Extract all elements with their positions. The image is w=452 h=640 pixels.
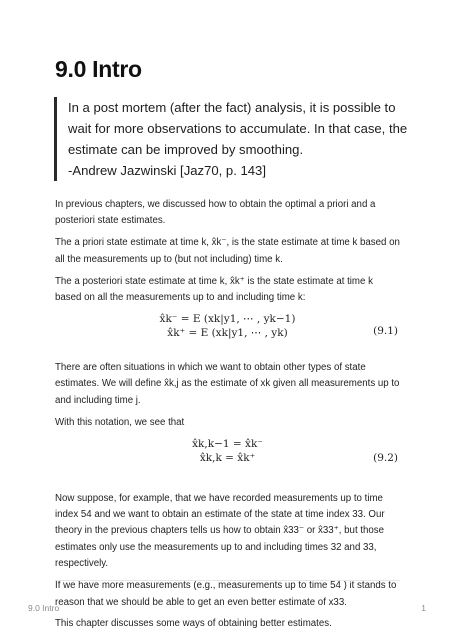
- paragraph-4: There are often situations in which we want to obtain other types of state estimates. We will define x̂k,j as the estimate of xk given all measurements up to and including time j.: [55, 361, 400, 406]
- equation-9-2-line-2: x̂k,k = x̂k⁺: [199, 452, 256, 465]
- equation-number-9-2: (9.2): [373, 451, 398, 464]
- equation-9-1: [55, 312, 400, 352]
- paragraph-7: If we have more measurements (e.g., measurements up to time 54 ) it stands to reason that we should be able to get an even better estimate of x33.: [55, 580, 397, 608]
- quote-line-1: In a post mortem (after the fact) analysis, it is possible to: [68, 100, 396, 115]
- equation-9-1-line-2: x̂k⁺ = E (xk|y1, ⋯ , yk): [167, 327, 288, 340]
- footer-divider: [55, 580, 400, 581]
- body-text: [55, 197, 400, 638]
- quote-line-2: wait for more observations to accumulate. In that case, the: [68, 121, 408, 136]
- quote-line-3: estimate can be improved by smoothing.: [68, 142, 304, 157]
- equation-number-9-1: (9.1): [373, 324, 398, 337]
- equation-9-1-line-1: x̂k⁻ = E (xk|y1, ⋯ , yk−1): [159, 312, 296, 325]
- epigraph-quote: [54, 97, 413, 181]
- paragraph-1: In previous chapters, we discussed how to obtain the optimal a priori and a posteriori state estimates.: [55, 199, 376, 227]
- page-title: 9.0 Intro: [55, 56, 142, 82]
- equation-9-2-line-1: x̂k,k−1 = x̂k⁻: [192, 437, 263, 450]
- quote-attribution: -Andrew Jazwinski [Jaz70, p. 143]: [68, 163, 266, 178]
- paragraph-6: Now suppose, for example, that we have recorded measurements up to time index 54 and we want to obtain an estimate of the state at time index 33. Our theory in the previous chapters tells us how to obtain x̂33⁻ or x̂33⁺, but those estimates only use the measurements up to and including times 32 and 33, respectively.: [55, 492, 385, 570]
- equation-9-2: [55, 437, 400, 481]
- paragraph-8: This chapter discusses some ways of obtaining better estimates.: [55, 618, 332, 630]
- paragraph-5: With this notation, we see that: [55, 416, 185, 428]
- paragraph-2: The a priori state estimate at time k, x̂k⁻, is the state estimate at time k based on all the measurements up to (but not including) time k.: [55, 237, 400, 265]
- footer-section-label: 9.0 Intro: [28, 603, 60, 613]
- footer-page-number: 1: [421, 603, 426, 613]
- paragraph-3: The a posteriori state estimate at time k, x̂k⁺ is the state estimate at time k based on all the measurements up to and including time k:: [55, 275, 373, 304]
